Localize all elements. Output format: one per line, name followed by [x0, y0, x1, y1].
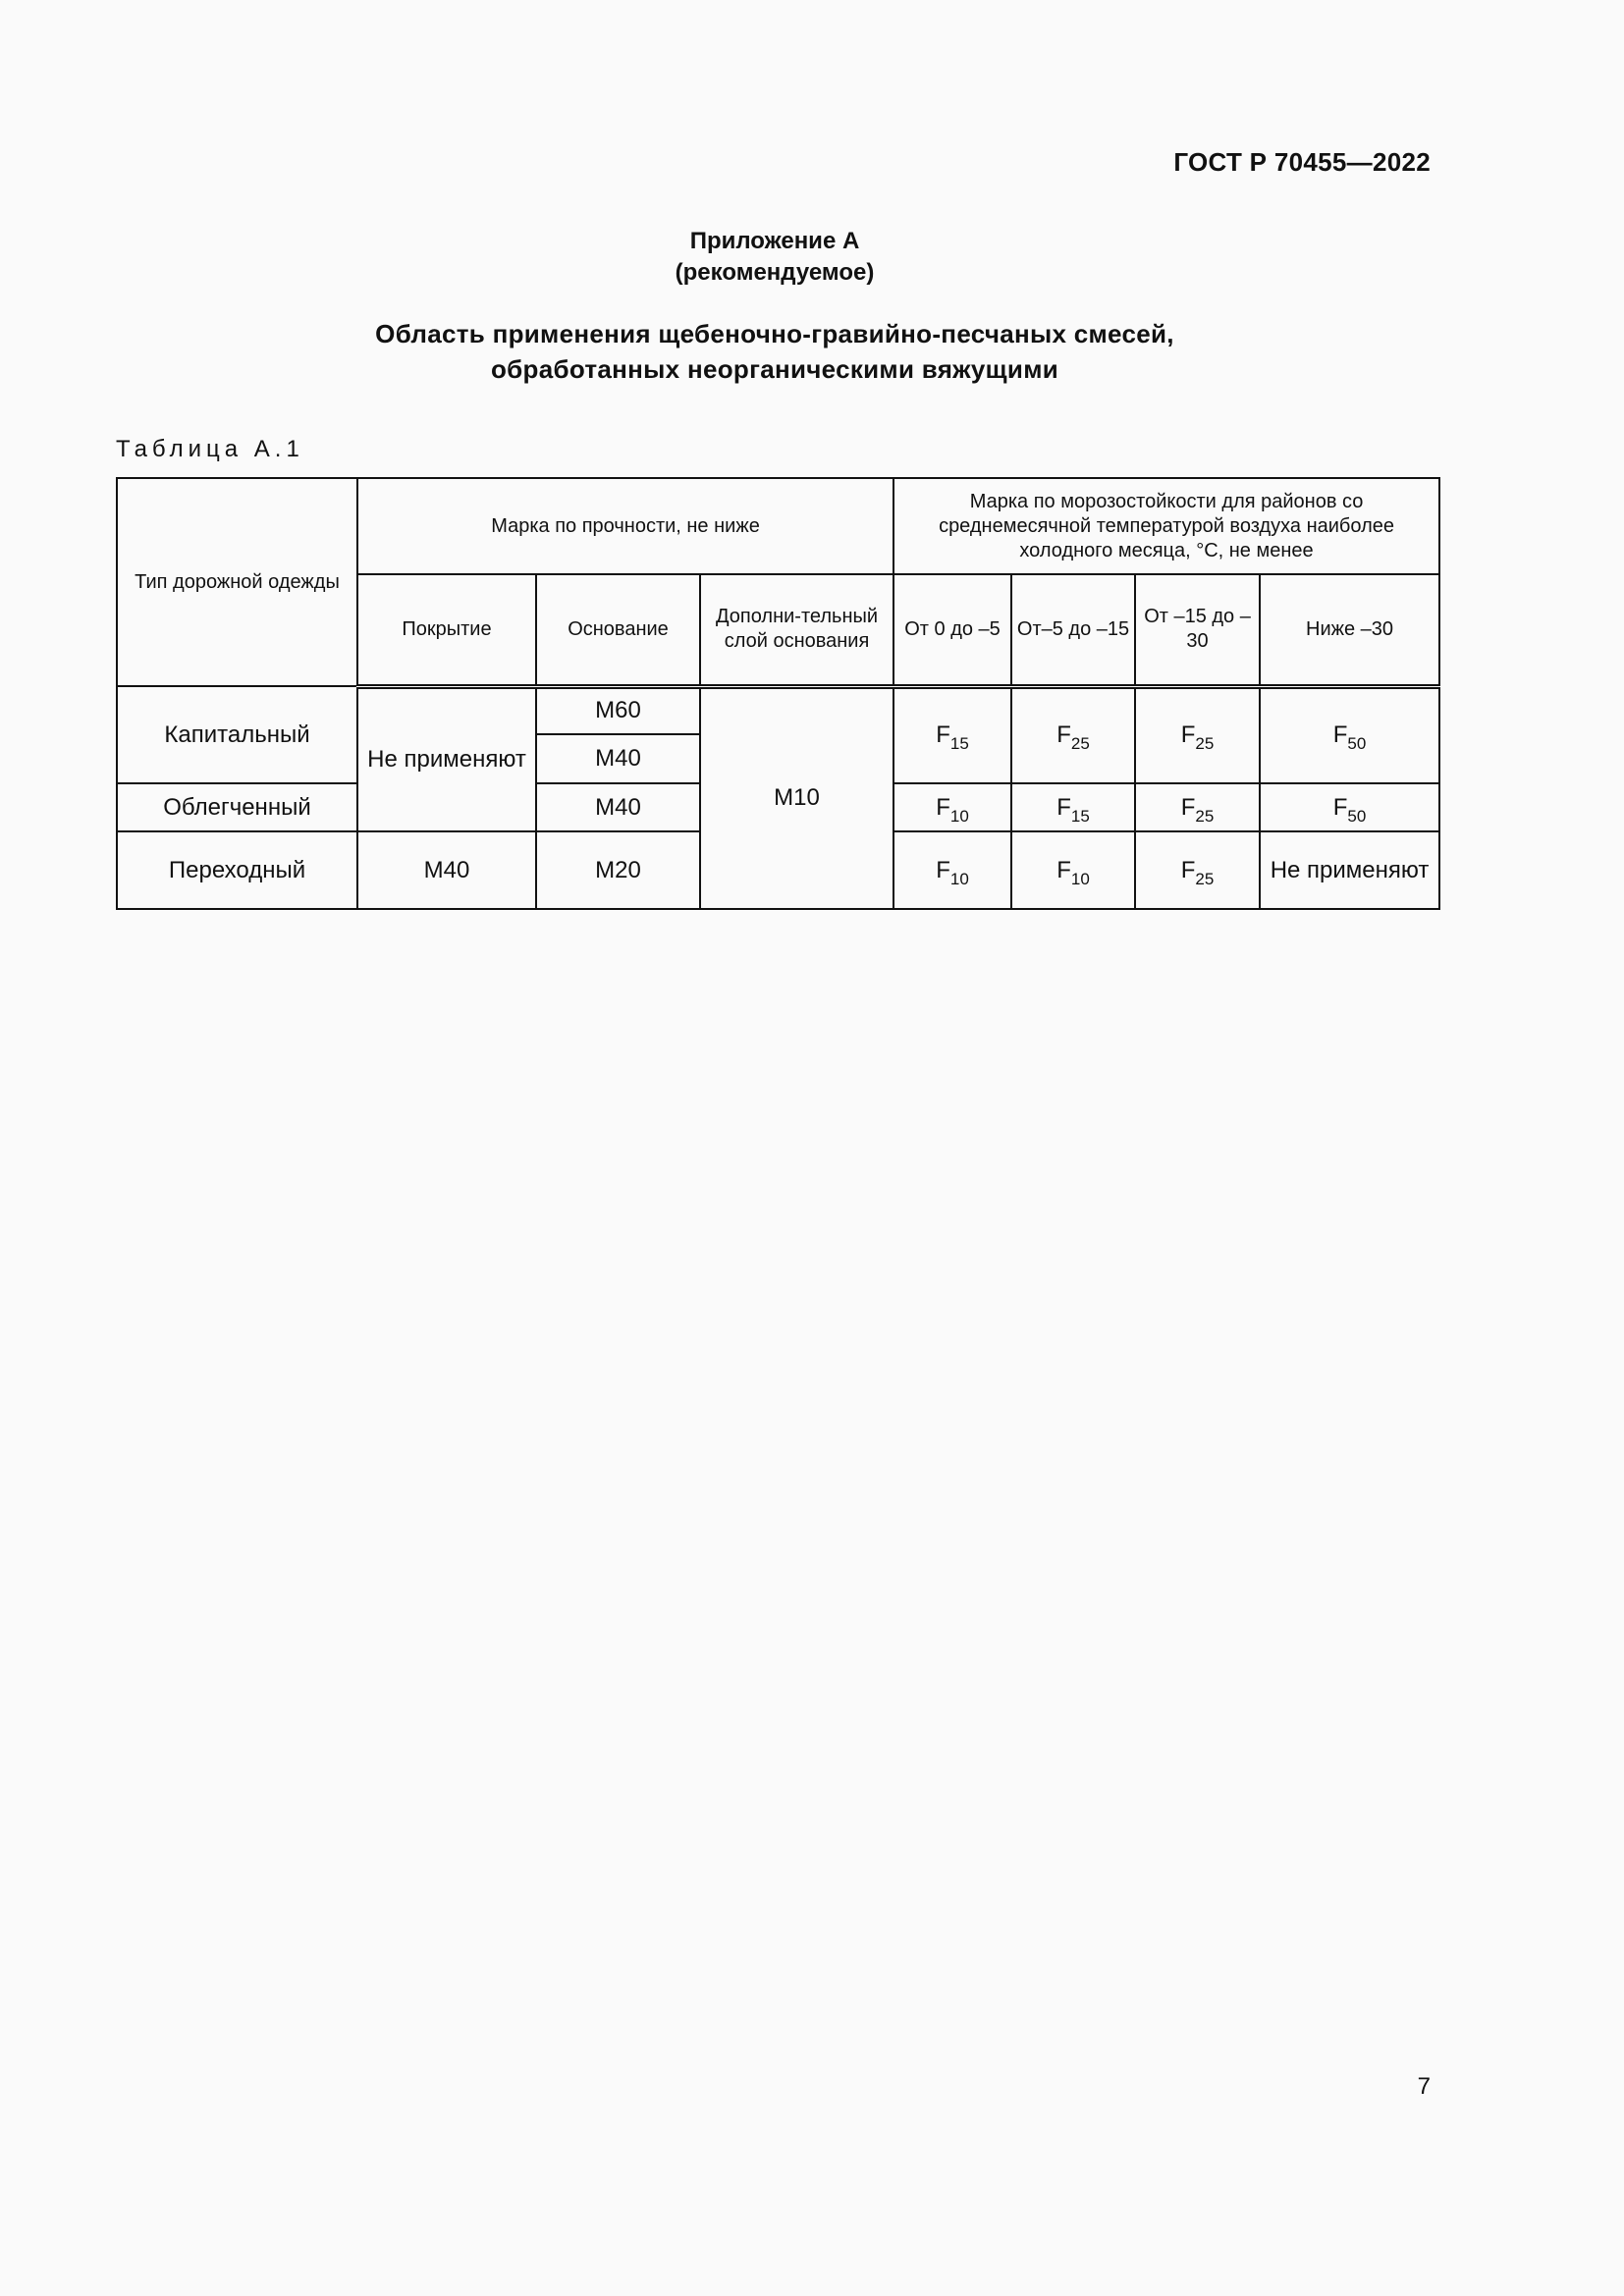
application-table	[116, 477, 1440, 910]
cell-light-frost-3: $F_{25}$	[1135, 783, 1260, 831]
header-frost-group: Марка по морозостойкости для районов со среднемесячной температурой воздуха наиболее холодного месяца, °С, не менее	[893, 478, 1439, 574]
cell-capital-frost-4: $F_{50}$	[1260, 686, 1439, 783]
cell-light-frost-4: $F_{50}$	[1260, 783, 1439, 831]
table-caption: Таблица А.1	[116, 436, 304, 462]
cell-light-frost-2: $F_{15}$	[1011, 783, 1135, 831]
cell-transitional-coating: М40	[357, 831, 536, 909]
cell-coating-not-applied: Не применяют	[357, 686, 536, 831]
section-title-line-1: Область применения щебеночно-гравийно-песчаных смесей,	[375, 319, 1174, 348]
cell-capital-frost-3: $F_{25}$	[1135, 686, 1260, 783]
appendix-status: (рекомендуемое)	[675, 259, 875, 286]
cell-capital-frost-1: $F_{15}$	[893, 686, 1011, 783]
page-number: 7	[1417, 2073, 1431, 2100]
cell-transitional-frost-2: $F_{10}$	[1011, 831, 1135, 909]
header-range-below-30: Ниже –30	[1260, 574, 1439, 686]
cell-capital-frost-2: $F_{25}$	[1011, 686, 1135, 783]
cell-transitional-frost-3: $F_{25}$	[1135, 831, 1260, 909]
cell-capital-base-1: М60	[536, 686, 700, 734]
row-light-type: Облегченный	[117, 783, 357, 831]
header-range-5-15: От–5 до –15	[1011, 574, 1135, 686]
header-range-15-30: От –15 до –30	[1135, 574, 1260, 686]
cell-extra-layer: М10	[700, 686, 893, 909]
section-title-line-2: обработанных неорганическими вяжущими	[490, 354, 1059, 384]
header-pavement-type: Тип дорожной одежды	[117, 478, 357, 686]
section-title	[0, 316, 1549, 387]
cell-light-frost-1: $F_{10}$	[893, 783, 1011, 831]
header-base: Основание	[536, 574, 700, 686]
cell-light-base: М40	[536, 783, 700, 831]
row-transitional-type: Переходный	[117, 831, 357, 909]
cell-transitional-frost-1: $F_{10}$	[893, 831, 1011, 909]
header-coating: Покрытие	[357, 574, 536, 686]
appendix-title: Приложение А	[689, 228, 860, 254]
cell-capital-base-2: М40	[536, 734, 700, 783]
cell-transitional-frost-4: Не применяют	[1260, 831, 1439, 909]
document-code: ГОСТ Р 70455—2022	[1173, 147, 1431, 177]
header-range-0-5: От 0 до –5	[893, 574, 1011, 686]
header-extra-layer: Дополни-тельный слой основания	[700, 574, 893, 686]
row-capital-type: Капитальный	[117, 686, 357, 783]
header-strength-group: Марка по прочности, не ниже	[357, 478, 893, 574]
cell-transitional-base: М20	[536, 831, 700, 909]
appendix-heading	[0, 226, 1549, 289]
